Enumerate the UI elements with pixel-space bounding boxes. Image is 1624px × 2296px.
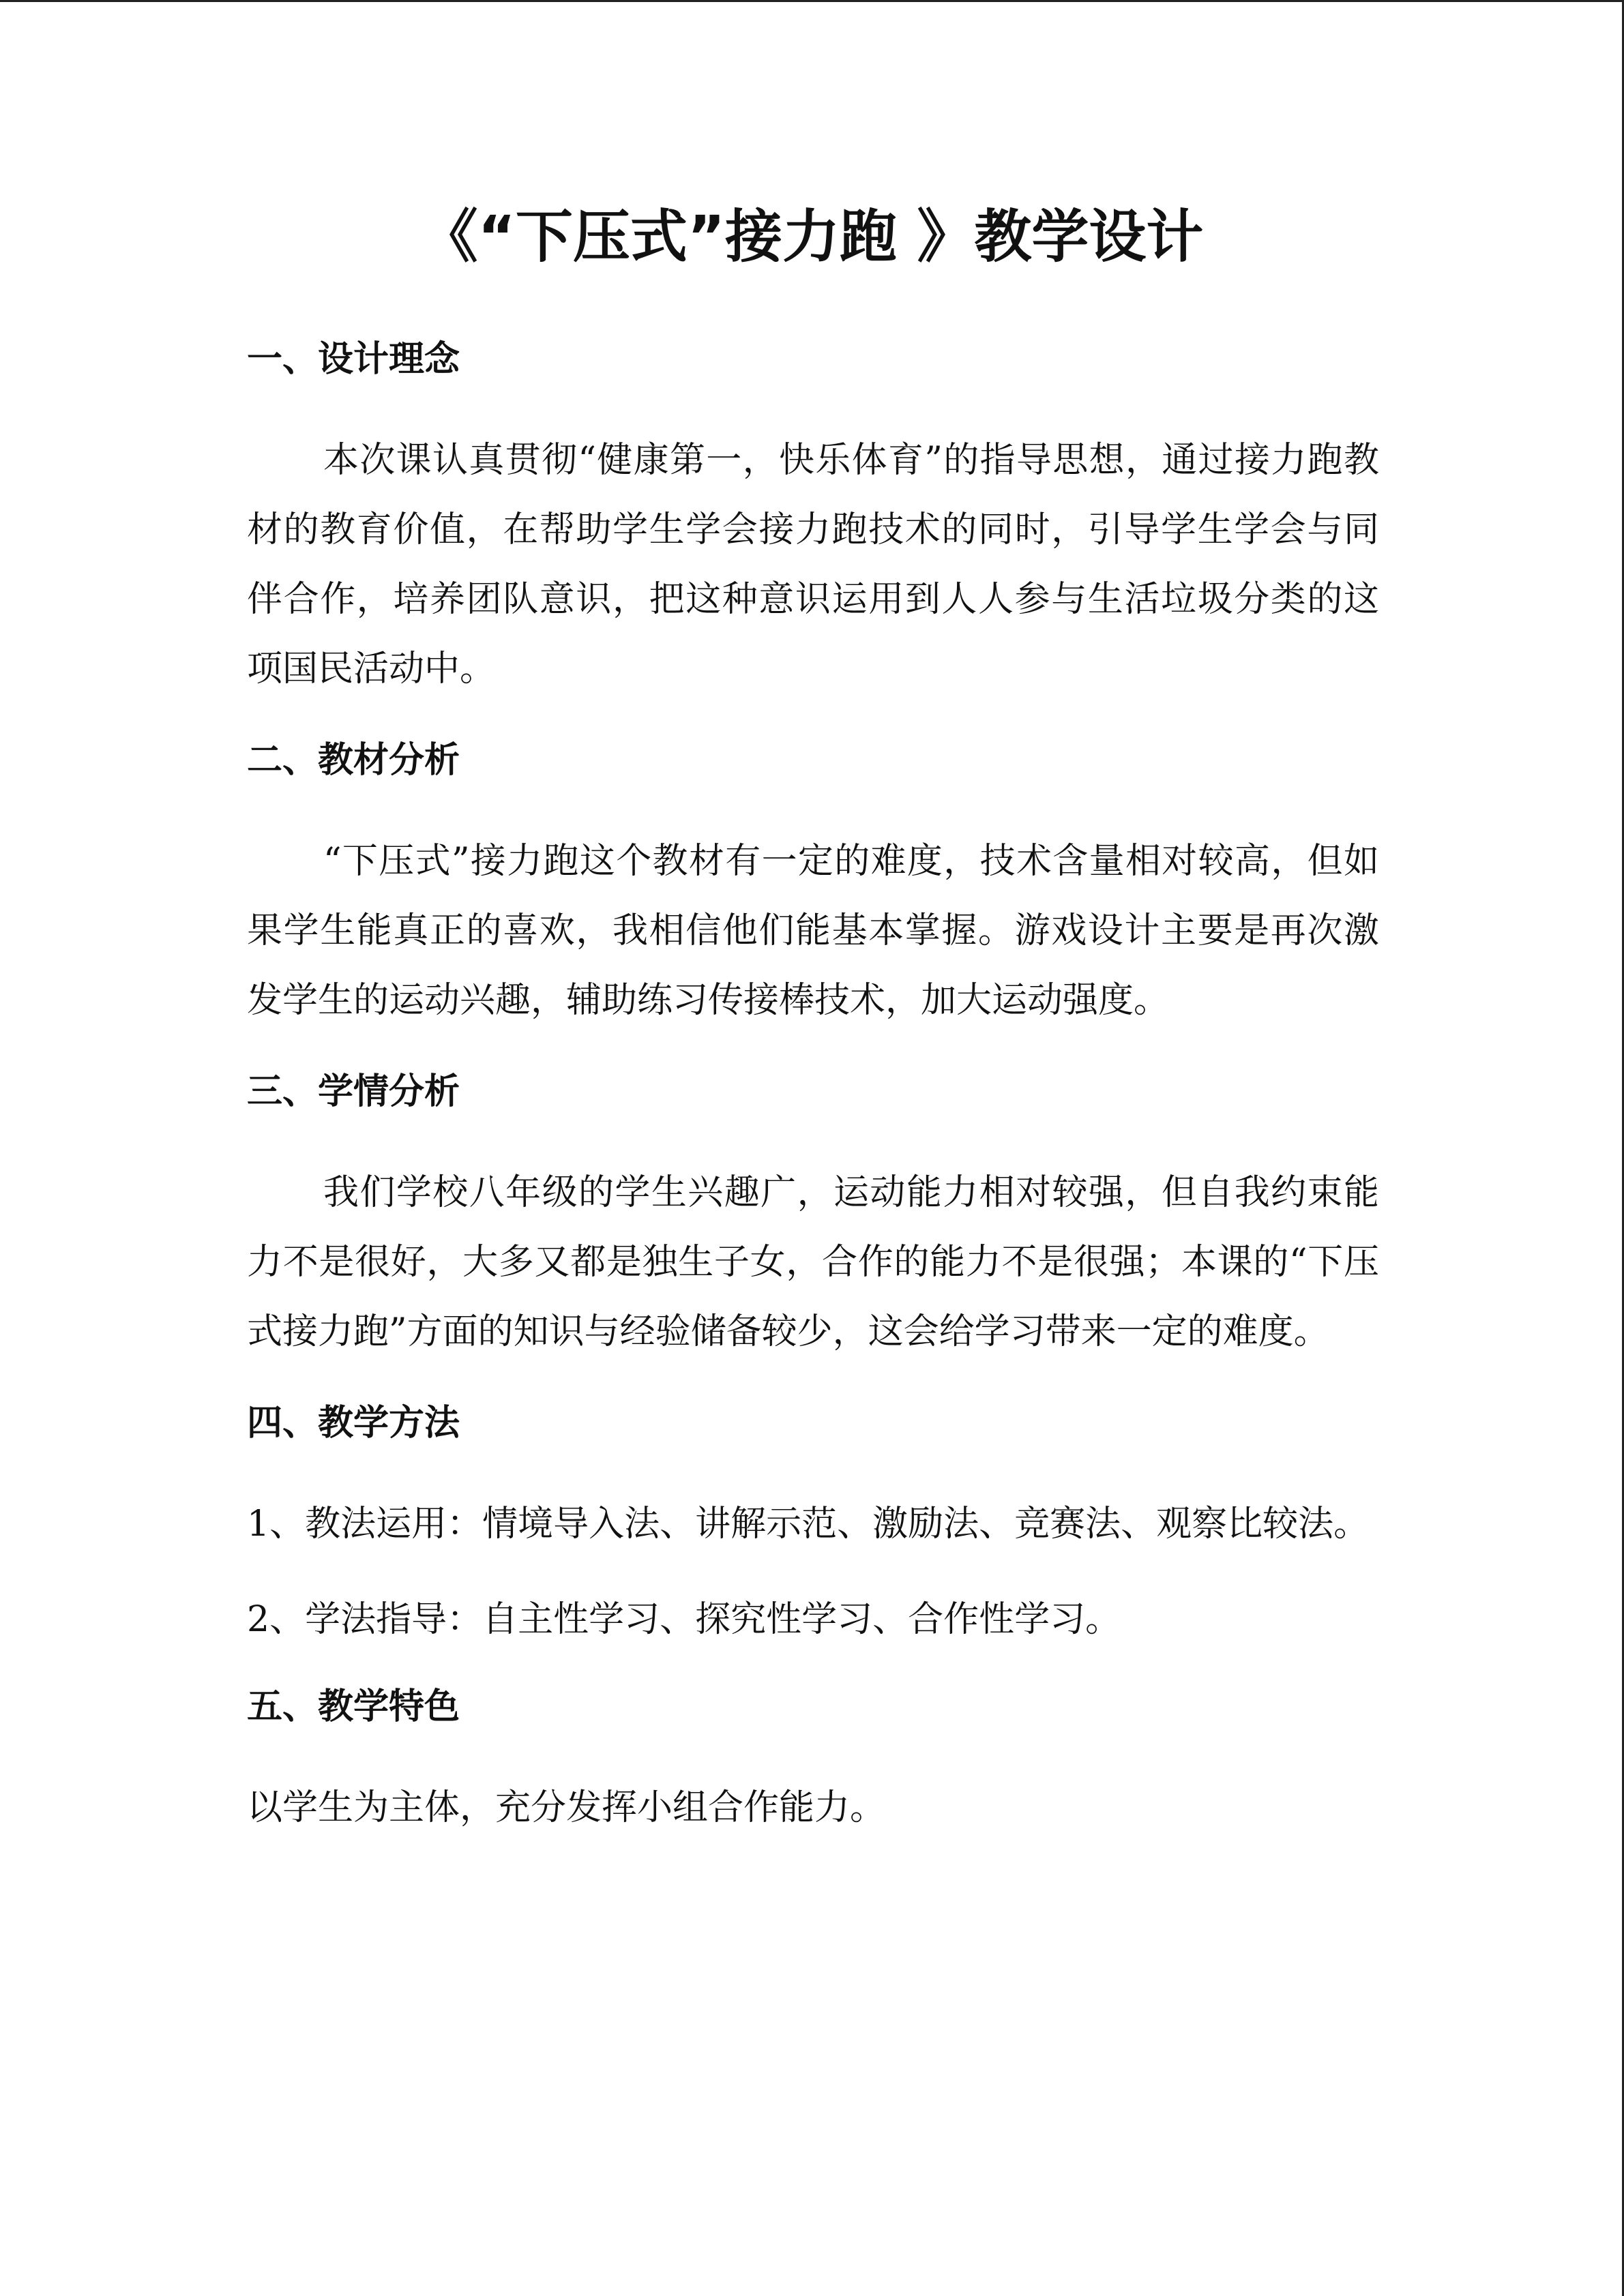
document-title: 《“下压式”接力跑 》教学设计 bbox=[420, 203, 1204, 270]
section-heading: 三、学情分析 bbox=[247, 1071, 460, 1112]
section-student-analysis bbox=[247, 1065, 1379, 1367]
section-heading: 五、教学特色 bbox=[247, 1686, 460, 1727]
section-teaching-methods bbox=[247, 1397, 1379, 1654]
section-paragraph: 本次课认真贯彻“健康第一，快乐体育”的指导思想，通过接力跑教材的教育价值，在帮助学生学会接力跑技术的同时，引导学生学会与同伴合作，培养团队意识，把这种意识运用到人人参与生活垃圾分类的这项国民活动中。 bbox=[247, 440, 1379, 689]
section-design-concept bbox=[247, 333, 1379, 704]
method-item-teaching: 1、教法运用：情境导入法、讲解示范、激励法、竞赛法、观察比较法。 bbox=[247, 1504, 1370, 1545]
section-heading: 二、教材分析 bbox=[247, 740, 460, 781]
document-body bbox=[247, 333, 1379, 1868]
section-material-analysis bbox=[247, 734, 1379, 1035]
section-heading: 四、教学方法 bbox=[247, 1403, 460, 1444]
section-heading: 一、设计理念 bbox=[247, 339, 460, 380]
method-item-learning: 2、学法指导：自主性学习、探究性学习、合作性学习。 bbox=[247, 1599, 1121, 1640]
section-paragraph: “下压式”接力跑这个教材有一定的难度，技术含量相对较高，但如果学生能真正的喜欢，我相信他们能基本掌握。游戏设计主要是再次激发学生的运动兴趣，辅助练习传接棒技术，加大运动强度。 bbox=[247, 841, 1379, 1021]
section-teaching-features bbox=[247, 1680, 1379, 1843]
section-paragraph: 我们学校八年级的学生兴趣广，运动能力相对较强，但自我约束能力不是很好，大多又都是独生子女，合作的能力不是很强；本课的“下压式接力跑”方面的知识与经验储备较少，这会给学习带来一定的难度。 bbox=[247, 1172, 1379, 1352]
section-paragraph: 以学生为主体，充分发挥小组合作能力。 bbox=[247, 1787, 886, 1828]
page-border-top bbox=[0, 0, 1624, 2]
